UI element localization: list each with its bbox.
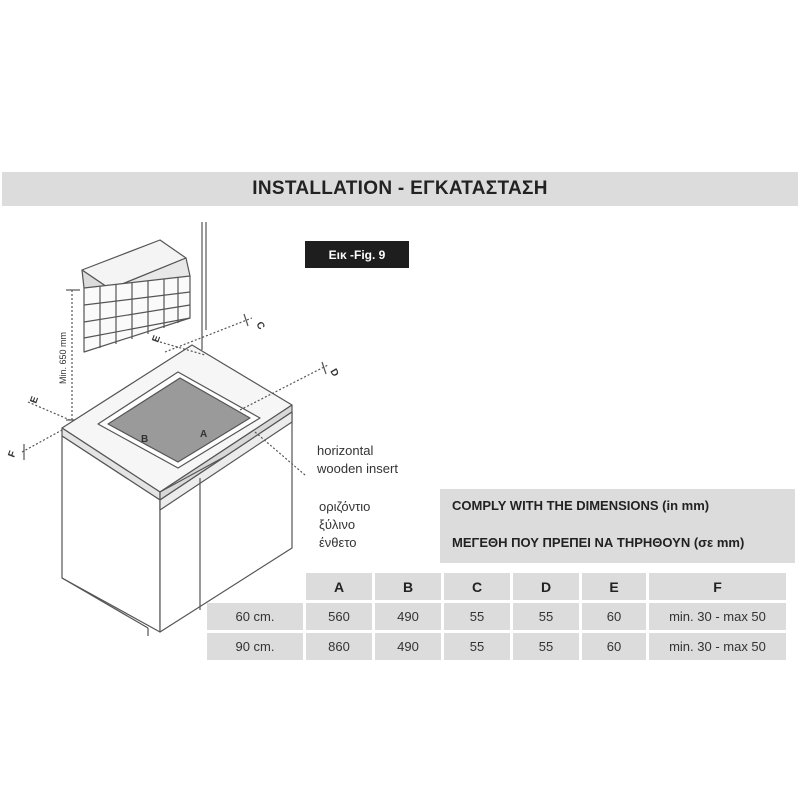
table-cell-b: 490 xyxy=(375,603,441,630)
label-e-top: E xyxy=(150,333,164,345)
table-header-b: B xyxy=(375,573,441,600)
table-cell-e: 60 xyxy=(582,633,646,660)
note-english xyxy=(317,442,398,478)
dimension-f xyxy=(22,430,62,452)
label-b: B xyxy=(141,434,149,445)
note-gr-line-1: οριζόντιο xyxy=(319,499,371,514)
label-d: D xyxy=(327,367,341,379)
table-cell-size: 60 cm. xyxy=(207,603,303,630)
table-cell-a: 560 xyxy=(306,603,372,630)
table-cell-d: 55 xyxy=(513,633,579,660)
min-650-label: Min. 650 mm xyxy=(58,331,68,384)
dimension-c xyxy=(165,318,252,352)
note-en-line-1: horizontal xyxy=(317,443,374,458)
table-cell-a: 860 xyxy=(306,633,372,660)
table-cell-size: 90 cm. xyxy=(207,633,303,660)
table-header-d: D xyxy=(513,573,579,600)
table-row xyxy=(207,633,786,660)
table-cell-c: 55 xyxy=(444,603,510,630)
table-row xyxy=(207,603,786,630)
dimension-e-left xyxy=(28,402,70,420)
table-cell-e: 60 xyxy=(582,603,646,630)
label-c: C xyxy=(253,320,267,332)
table-header-a: A xyxy=(306,573,372,600)
comply-line-greek: ΜΕΓΕΘΗ ΠΟΥ ΠΡΕΠΕΙ ΝΑ ΤΗΡΗΘΟΥΝ (σε mm) xyxy=(452,535,745,550)
table-header-f: F xyxy=(649,573,786,600)
note-gr-line-2: ξύλινο xyxy=(319,517,356,532)
label-f: F xyxy=(6,449,19,460)
note-greek xyxy=(319,498,370,552)
title-bar xyxy=(2,172,798,206)
table-cell-c: 55 xyxy=(444,633,510,660)
dimensions-table xyxy=(204,570,789,663)
label-e-left: E xyxy=(28,394,42,406)
page-title: INSTALLATION - ΕΓΚΑΤΑΣΤΑΣΗ xyxy=(252,178,548,199)
label-a: A xyxy=(200,429,208,440)
figure-label: Εικ -Fig. 9 xyxy=(305,241,409,268)
note-en-line-2: wooden insert xyxy=(317,461,398,476)
comply-box xyxy=(440,489,795,563)
note-gr-line-3: ένθετο xyxy=(319,535,357,550)
table-cell-f: min. 30 - max 50 xyxy=(649,633,786,660)
table-header-e: E xyxy=(582,573,646,600)
table-header-blank xyxy=(207,573,303,600)
comply-line-english: COMPLY WITH THE DIMENSIONS (in mm) xyxy=(452,498,710,513)
table-header-c: C xyxy=(444,573,510,600)
table-cell-d: 55 xyxy=(513,603,579,630)
table-cell-f: min. 30 - max 50 xyxy=(649,603,786,630)
table-cell-b: 490 xyxy=(375,633,441,660)
table-header-row xyxy=(207,573,786,600)
